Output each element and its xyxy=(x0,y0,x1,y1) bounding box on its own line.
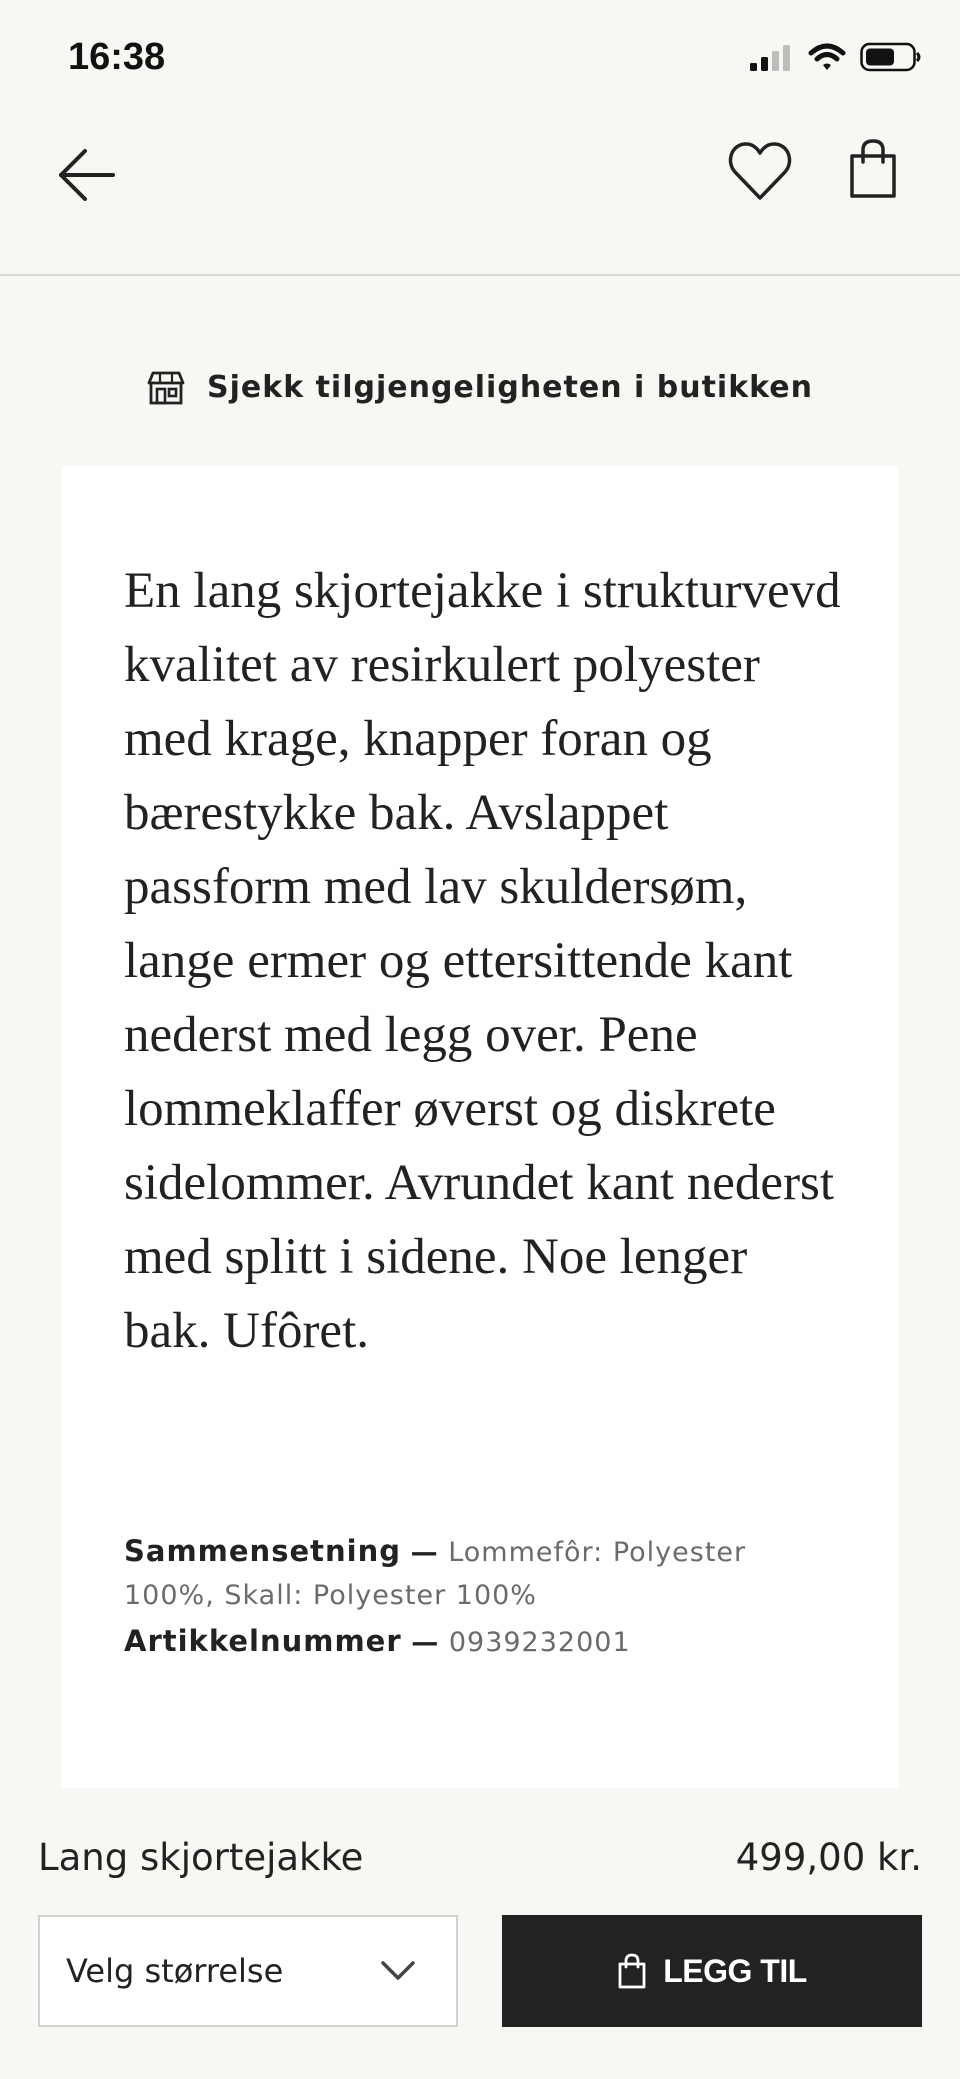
signal-icon xyxy=(748,43,794,71)
shopping-bag-icon xyxy=(617,1953,647,1989)
article-number-value: 0939232001 xyxy=(448,1627,631,1658)
shopping-bag-icon[interactable] xyxy=(848,138,898,200)
article-number-dash: — xyxy=(411,1627,440,1658)
store-availability-label: Sjekk tilgjengeligheten i butikken xyxy=(207,369,813,405)
status-bar xyxy=(0,0,960,110)
size-select[interactable] xyxy=(38,1915,458,2027)
product-name: Lang skjortejakke xyxy=(38,1836,364,1879)
composition-value: Lommefôr: Polyester 100%, Skall: Polyester 100% xyxy=(124,1537,747,1611)
article-number-label: Artikkelnummer xyxy=(124,1624,402,1658)
back-arrow-icon[interactable] xyxy=(58,148,116,202)
composition-dash: — xyxy=(410,1537,439,1568)
status-icons xyxy=(748,42,922,72)
product-description: En lang skjortejakke i strukturvevd kvalitet av resirkulert polyester med krage, knapper foran og bærestykke bak. Avslappet passform med lav skuldersøm, lange ermer og ettersittende kant nederst med legg over. Pene lommeklaffer øverst og diskrete sidelommer. Avrundet kant nederst med splitt i sidene. Noe lenger bak. Ufôret. xyxy=(124,563,841,1359)
product-price: 499,00 kr. xyxy=(735,1836,922,1879)
wifi-icon xyxy=(808,42,846,72)
description-card xyxy=(62,466,898,1788)
battery-icon xyxy=(860,42,922,72)
nav-bar xyxy=(0,110,960,276)
composition-label: Sammensetning xyxy=(124,1534,401,1568)
store-availability-link[interactable] xyxy=(0,362,960,412)
store-icon xyxy=(147,369,185,405)
heart-icon[interactable] xyxy=(728,140,792,202)
size-select-label: Velg størrelse xyxy=(66,1952,284,1990)
add-to-cart-button[interactable] xyxy=(502,1915,922,2027)
chevron-down-icon xyxy=(380,1960,416,1982)
composition-row xyxy=(124,1530,844,1617)
status-time: 16:38 xyxy=(68,36,166,78)
add-to-cart-label: LEGG TIL xyxy=(663,1952,807,1989)
article-number-row xyxy=(124,1620,844,1664)
